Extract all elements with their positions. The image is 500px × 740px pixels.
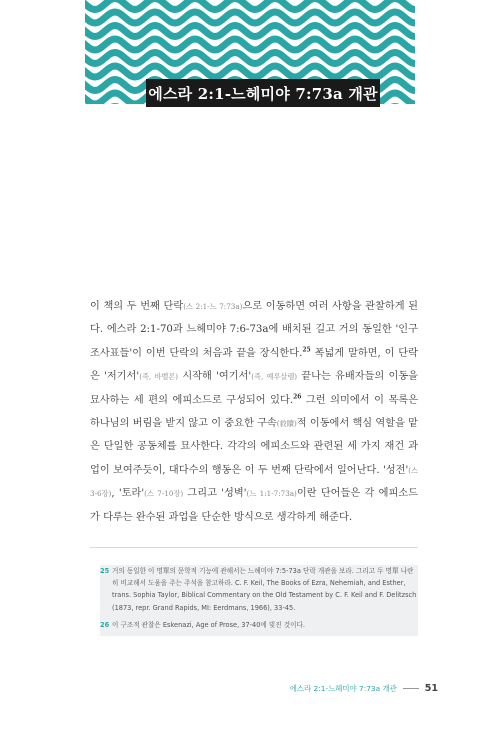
body-run: 폭넓게 말하면, 이 단락은 '저기서' [90,347,418,383]
scripture-reference: (스 2:1-느 7:73a) [183,302,243,311]
wave-stripe [85,12,415,23]
footnote-text: 이 구조적 관찰은 Eskenazi, Age of Prose, 37-40에 빚진 것이다. [112,620,305,629]
scripture-reference: (스 7-10장) [144,489,184,499]
wave-stripe [85,53,415,64]
body-run: 이 책의 두 번째 단락 [90,301,184,312]
running-title: 에스라 2:1-느헤미야 7:73a 개관 [289,684,397,693]
footnote-marker[interactable]: 26 [293,393,302,401]
body-run: 적 이동에서 핵심 역할을 맡은 단일한 공동체를 묘사한다. 각각의 에피소드와 관련된 세 가지 재건 과업이 보여주듯이, 대다수의 행동은 이 두 번째 단락에서 일어난다. '성전' [90,418,418,476]
body-run: 으로 이동하면 여러 사항을 관찰하게 된다. 에스라 2:1-70과 느헤미야 7:6-73a에 배치된 길고 거의 동일한 '인구 조사표들'이 이번 단락의 처음과 끝을 장식한다. [90,301,418,359]
body-run: 시작해 '여기서' [178,371,252,383]
gloss: (즉, 바벨론) [139,372,179,382]
chapter-title-text: 에스라 2:1-느헤미야 7:73a 개관 [148,84,378,103]
wave-stripe [85,0,415,10]
footnote-marker[interactable]: 25 [302,346,311,354]
body-run: 그리고 '성벽' [183,488,247,500]
body-text [90,295,418,529]
footnotes [100,565,418,636]
scripture-reference: (느 1:1-7:73a) [246,489,297,499]
footnote-text: 거의 동일한 이 명單의 문학적 기능에 관해서는 느헤미야 7:5-73a 단락 개관을 보라. 그리고 두 명單 나란히 비교해서 도움을 주는 주석을 참고하라. C. F. Keil, The Books of Ezra, Nehemiah, and Esther, trans. Sophia Taylor, Biblical Commentary on the Old Testament by C. F. Keil and F. Delitzsch (1873, repr. Grand Rapids, MI: Eerdmans, 1966), 33-45. [112,567,417,612]
footnote-divider [90,547,418,548]
footnote-number: 26 [100,620,110,629]
footnote-number: 25 [100,567,110,575]
body-run: 이란 단어들은 각 에피소드가 다루는 완수된 과업을 단순한 방식으로 생각하게 해준다. [90,488,418,523]
footnote [100,565,418,614]
footer-rule [403,688,419,689]
body-run: , '토라' [111,488,145,500]
body-run: 그런 의미에서 이 목록은 하나님의 버림을 받지 않고 이 중요한 구속 [90,394,418,430]
wave-stripe [85,26,415,37]
footnote [100,619,418,631]
page-footer [290,683,438,694]
page-number: 51 [424,683,438,694]
scripture-reference: (스 3-6장) [90,465,418,499]
chapter-title [146,79,380,107]
wave-stripe [85,39,415,50]
wave-stripe [85,66,415,77]
body-run: 끝나는 유배자들의 이동을 묘사하는 세 편의 에피소드로 구성되어 있다. [90,371,418,406]
gloss: (救贖) [276,419,297,429]
body-paragraph [90,295,418,529]
gloss: (즉, 예루살렘) [251,372,298,382]
